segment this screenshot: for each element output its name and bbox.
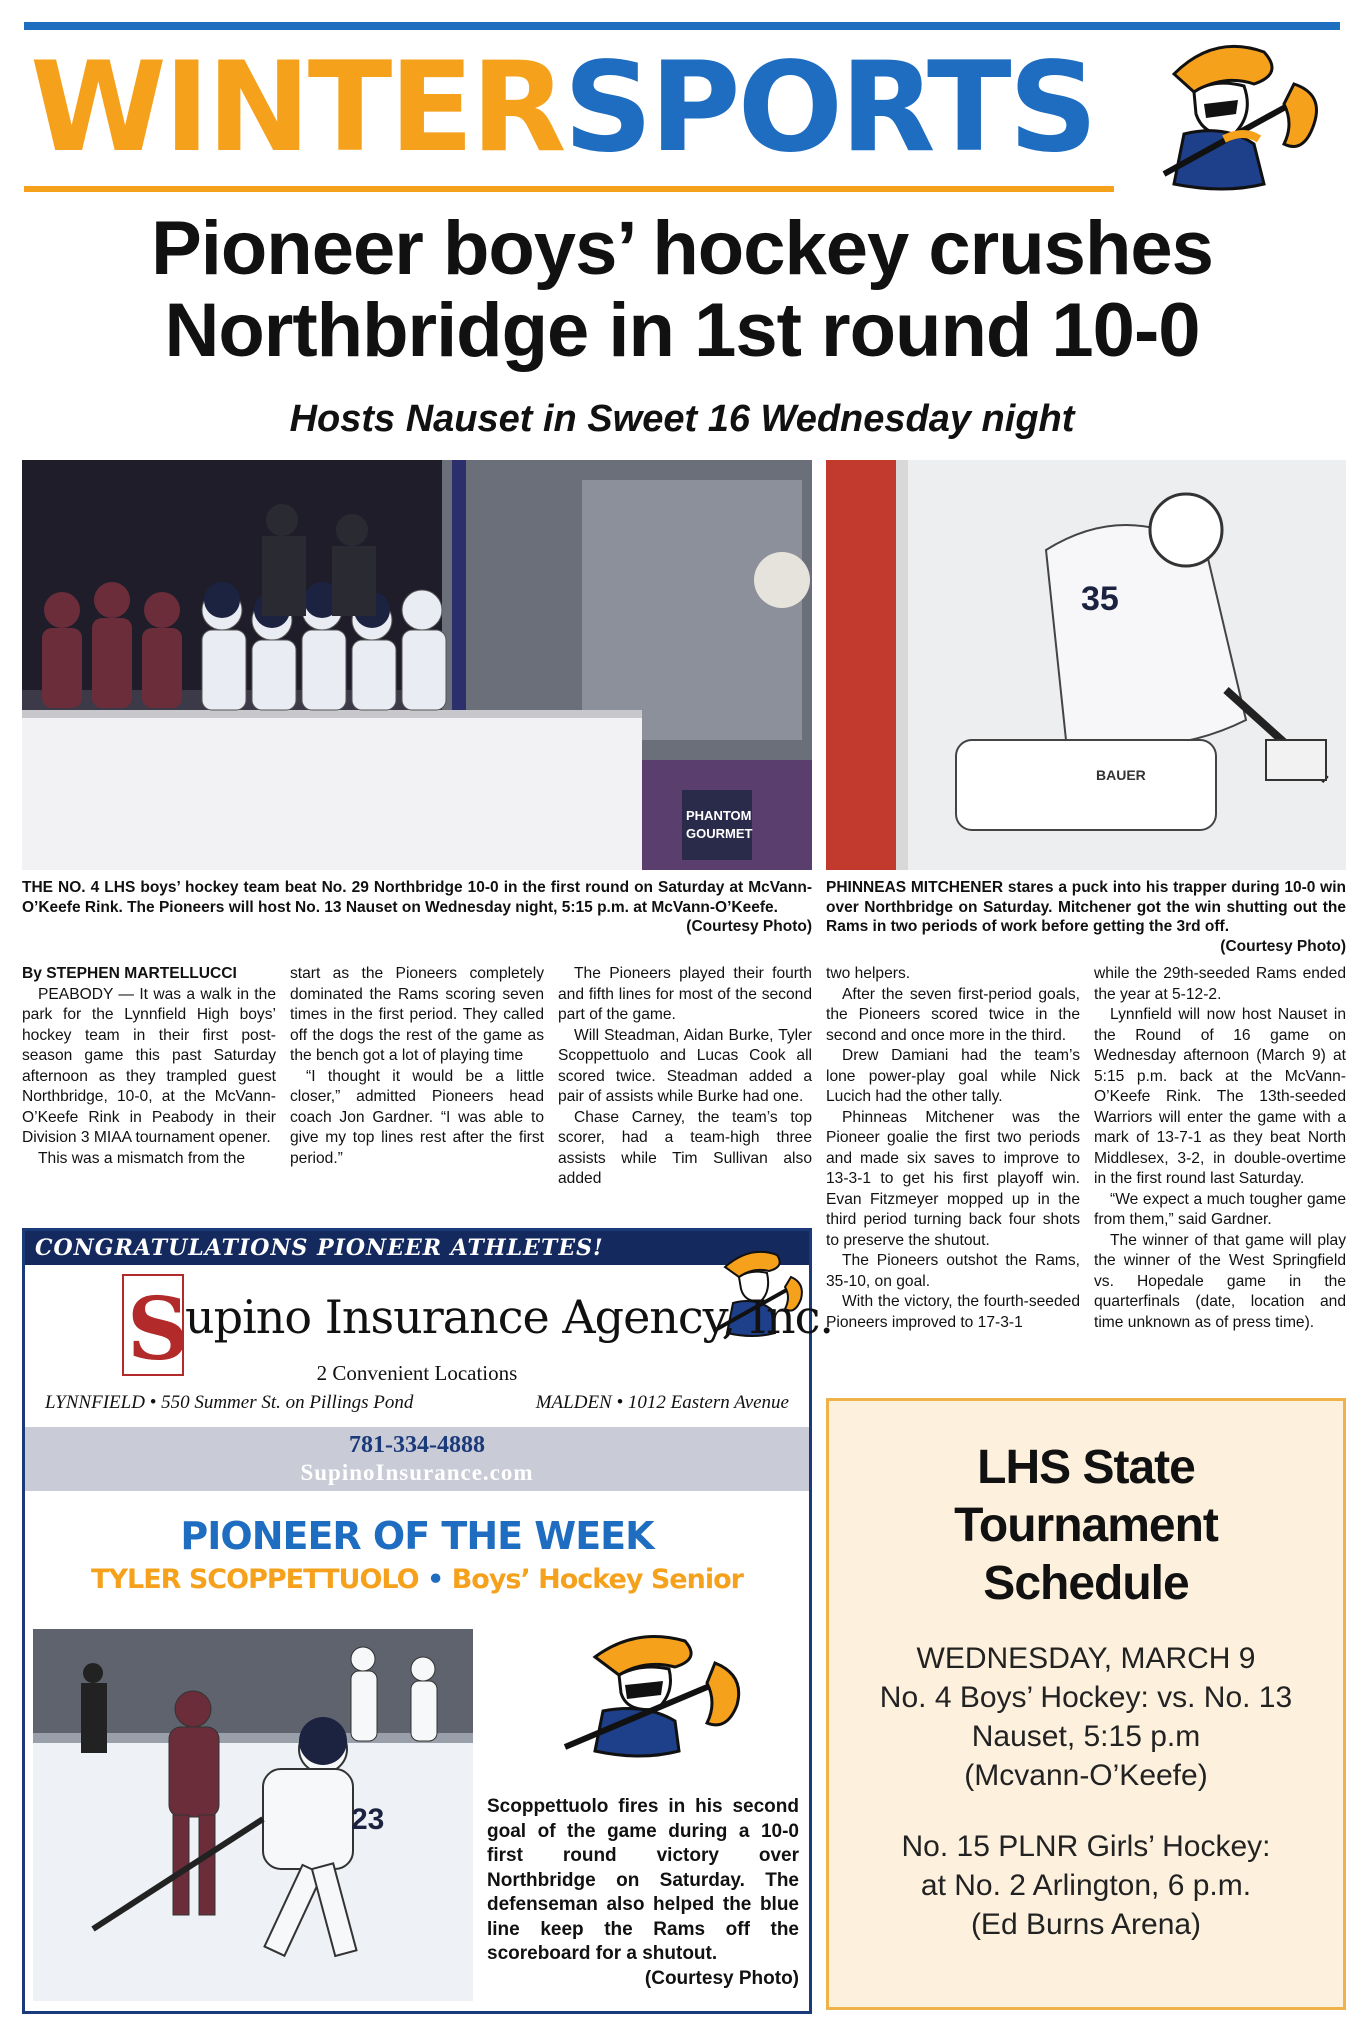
schedule-game-2 xyxy=(829,1827,1343,1944)
article-paragraph: With the victory, the fourth-seeded Pioneers improved to 17-3-1 xyxy=(826,1293,1080,1331)
article-paragraph: start as the Pioneers completely dominated the Rams scoring seven times in the first period. They called off the dogs the rest of the game as the bench got a lot of playing time xyxy=(290,965,544,1064)
potw-name: TYLER SCOPPETTUOLO xyxy=(91,1564,419,1595)
schedule-game-1-line4: (Mcvann-O’Keefe) xyxy=(964,1759,1208,1792)
schedule-game-2-line3: (Ed Burns Arena) xyxy=(970,1908,1202,1941)
schedule-title-line1: LHS State xyxy=(977,1441,1195,1494)
rink-board-line2: GOURMET xyxy=(686,826,753,841)
article-paragraph: The Pioneers played their fourth and fifth lines for most of the second part of the game. xyxy=(558,965,812,1023)
schedule-game-1 xyxy=(829,1639,1343,1795)
ad-locations: 2 Convenient Locations xyxy=(316,1361,518,1385)
pioneer-mascot-icon xyxy=(1134,34,1324,194)
article-paragraph: Will Steadman, Aidan Burke, Tyler Scoppettuolo and Lucas Cook all scored twice. Steadman added a pair of assists while Burke had one. xyxy=(558,1026,812,1105)
photo1-credit: (Courtesy Photo) xyxy=(686,918,812,935)
byline: By STEPHEN MARTELLUCCI xyxy=(22,965,237,982)
ad-addresses xyxy=(45,1391,789,1415)
article-paragraph: The winner of that game will play the winner of the West Springfield vs. Hopedale game in the quarterfinals (date, location and time unknown as of press time). xyxy=(1094,1231,1346,1331)
subheadline: Hosts Nauset in Sweet 16 Wednesday night xyxy=(289,398,1075,440)
scoppettuolo-photo xyxy=(33,1629,473,2001)
section-banner xyxy=(24,34,1340,194)
schedule-title-line3: Schedule xyxy=(983,1557,1189,1610)
goalie-pad-brand: BAUER xyxy=(1096,767,1146,783)
photo2-credit: (Courtesy Photo) xyxy=(1220,937,1346,955)
photo1-caption xyxy=(22,878,812,937)
article-paragraph: Phinneas Mitchener was the Pioneer goalie the first two periods and made six saves to improve to 13-3-1 to get his first playoff win. Evan Fitzmeyer mopped up in the third period turning back four shots to preserve the shutout. xyxy=(826,1108,1080,1249)
goalie-jersey-number: 35 xyxy=(1081,580,1119,618)
rink-board-line1: PHANTOM xyxy=(686,808,752,823)
article-column-4 xyxy=(826,964,1080,1333)
ad-phone[interactable]: 781-334-4888 xyxy=(349,1432,485,1458)
headline-line2: Northbridge in 1st round 10-0 xyxy=(164,288,1200,373)
ad-contact-bar xyxy=(25,1427,809,1491)
ad-address-malden: MALDEN • 1012 Eastern Avenue xyxy=(535,1392,789,1413)
potw-caption-text: Scoppettuolo fires in his second goal of the game during a 10-0 first round victory over Northbridge on Saturday. The defenseman also helped the blue line keep the Rams off the scoreboard for a shutout. xyxy=(487,1796,799,1964)
section-title-sports: SPORTS xyxy=(563,36,1095,180)
potw-credit: (Courtesy Photo) xyxy=(644,1967,799,1989)
article-paragraph: PEABODY — It was a walk in the park for the Lynnfield High boys’ hockey team in their first post-season game this past Saturday afternoon as they trampled guest Northbridge, 10-0, at the McVann-O’Keefe Rink in Peabody in their Division 3 MIAA tournament opener. xyxy=(22,985,276,1146)
headline xyxy=(40,208,1324,372)
article-paragraph: “We expect a much tougher game from them,” said Gardner. xyxy=(1094,1190,1346,1228)
headline-line1: Pioneer boys’ hockey crushes xyxy=(151,206,1213,291)
photo2-caption-text: PHINNEAS MITCHENER stares a puck into his trapper during 10-0 win over Northbridge on Saturday. Mitchener got the win shutting out the Rams in two periods of work before getting the 3rd off. xyxy=(826,879,1346,935)
schedule-game-2-line2: at No. 2 Arlington, 6 p.m. xyxy=(920,1869,1252,1902)
top-rule xyxy=(24,22,1340,30)
article-column-1 xyxy=(22,964,276,1169)
ad-header: CONGRATULATIONS PIONEER ATHLETES! xyxy=(25,1231,809,1265)
section-title xyxy=(30,38,1095,178)
ad-company-name: upino Insurance Agency, Inc. xyxy=(185,1290,833,1344)
ad-address-lynnfield: LYNNFIELD • 550 Summer St. on Pillings Pond xyxy=(45,1392,414,1413)
article-column-2 xyxy=(290,964,544,1169)
article-column-5 xyxy=(1094,964,1346,1333)
scoppettuolo-jersey-number: 23 xyxy=(351,1803,385,1836)
article-paragraph: “I thought it would be a little closer,” admitted Pioneers head coach Jon Gardner. “I was able to give my top lines rest after the first period.” xyxy=(290,1067,544,1167)
schedule-game-2-line1: No. 15 PLNR Girls’ Hockey: xyxy=(901,1830,1271,1863)
supino-logo-letter: S xyxy=(127,1279,185,1377)
photo1-caption-text: THE NO. 4 LHS boys’ hockey team beat No. 29 Northbridge 10-0 in the first round on Saturday at McVann-O’Keefe Rink. The Pioneers will host No. 13 Nauset on Wednesday night, 5:15 p.m. at McVann-O’Keefe. xyxy=(22,879,812,916)
potw-role: Boys’ Hockey Senior xyxy=(451,1564,743,1595)
pioneer-mascot-icon xyxy=(545,1627,745,1767)
section-title-winter: WINTER xyxy=(30,36,564,180)
banner-rule xyxy=(24,186,1114,192)
schedule-title-line2: Tournament xyxy=(954,1499,1218,1552)
article-paragraph: two helpers. xyxy=(826,965,911,982)
potw-bullet: • xyxy=(418,1564,452,1595)
article-paragraph: After the seven first-period goals, the Pioneers scored twice in the second and once more in the third. xyxy=(826,985,1080,1044)
pioneer-of-the-week-subtitle xyxy=(25,1563,809,1597)
supino-insurance-ad xyxy=(22,1228,833,2014)
article-paragraph: Drew Damiani had the team’s lone power-play goal while Nick Lucich had the other tally. xyxy=(826,1047,1080,1105)
ad-website[interactable]: SupinoInsurance.com xyxy=(300,1460,534,1485)
photo2-caption xyxy=(826,878,1346,956)
bench-photo xyxy=(22,460,812,870)
article-paragraph: while the 29th-seeded Rams ended the year at 5-12-2. xyxy=(1094,965,1346,1003)
article-column-3 xyxy=(558,964,812,1190)
article-paragraph: This was a mismatch from the xyxy=(38,1149,246,1167)
schedule-title xyxy=(829,1439,1343,1613)
goalie-photo xyxy=(826,460,1346,870)
schedule-game-1-line3: Nauset, 5:15 p.m xyxy=(971,1720,1201,1753)
schedule-game-1-line1: WEDNESDAY, MARCH 9 xyxy=(916,1642,1256,1675)
article-paragraph: Chase Carney, the team’s top scorer, had a team-high three assists while Tim Sullivan also added xyxy=(558,1108,812,1187)
tournament-schedule-box xyxy=(826,1398,1346,2010)
pioneer-of-the-week-title: PIONEER OF THE WEEK xyxy=(180,1514,654,1558)
article-paragraph: The Pioneers outshot the Rams, 35-10, on goal. xyxy=(826,1252,1080,1290)
potw-caption xyxy=(487,1795,799,1991)
article-paragraph: Lynnfield will now host Nauset in the Round of 16 game on Wednesday afternoon (March 9) at 5:15 p.m. back at the McVann-O’Keefe Rink. The 13th-seeded Warriors will enter the game with a mark of 13-7-1 as they beat North Middlesex, 3-2, in double-overtime in the first round last Saturday. xyxy=(1094,1006,1346,1187)
schedule-game-1-line2: No. 4 Boys’ Hockey: vs. No. 13 xyxy=(879,1681,1293,1714)
